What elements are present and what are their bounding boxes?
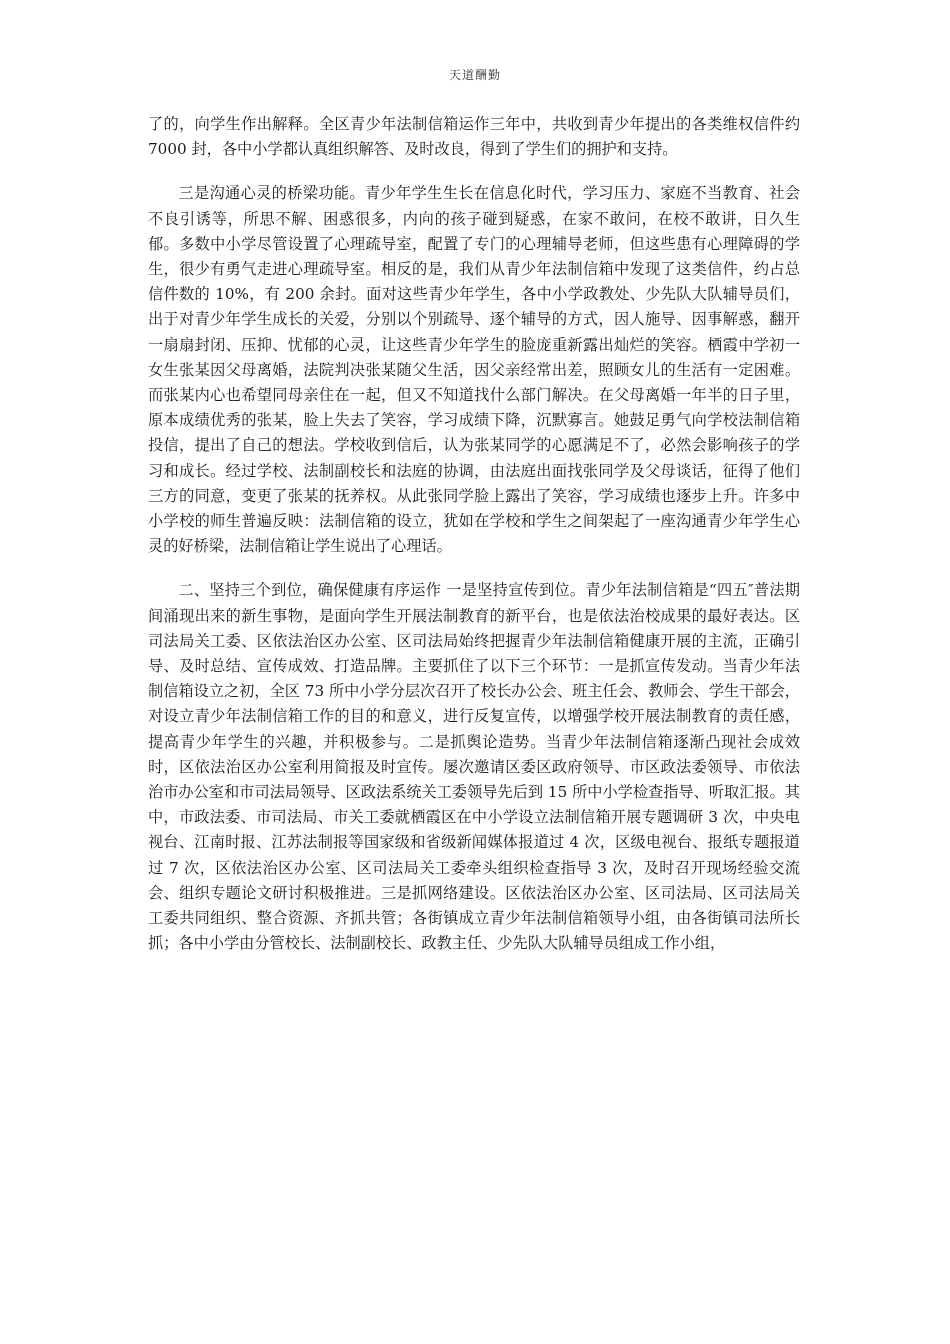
page-header: 天道酬勤 [448, 68, 501, 82]
paragraph-three-in-place: 二、坚持三个到位，确保健康有序运作 一是坚持宣传到位。青少年法制信箱是“四五″普法期间涌现出来的新生事物，是面向学生开展法制教育的新平台，也是依法治校成果的最好表达。区司法局关工委、区依法治区办公室、区司法局始终把握青少年法制信箱健康开展的主流，正确引导、及时总结、宣传成效、打造品牌。主要抓住了以下三个环节：一是抓宣传发动。当青少年法制信箱设立之初，全区 73 所中小学分层次召开了校长办公会、班主任会、教师会、学生干部会，对设立青少年法制信箱工作的目的和意义，进行反复宣传，以增强学校开展法制教育的责任感，提高青少年学生的兴趣，并积极参与。二是抓舆论造势。当青少年法制信箱逐渐凸现社会成效时，区依法治区办公室利用简报及时宣传。屡次邀请区委区政府领导、市区政法委领导、市依法治市办公室和市司法局领导、区政法系统关工委领导先后到 15 所中小学检查指导、听取汇报。其中，市政法委、市司法局、市关工委就栖霞区在中小学设立法制信箱开展专题调研 3 次，中央电视台、江南时报、江苏法制报等国家级和省级新闻媒体报道过 4 次，区级电视台、报纸专题报道过 7 次，区依法治区办公室、区司法局关工委牵头组织检查指导 3 次，及时召开现场经验交流会、组织专题论文研讨积极推进。三是抓网络建设。区依法治区办公室、区司法局、区司法局关工委共同组织、整合资源、齐抓共管；各街镇成立青少年法制信箱领导小组，由各街镇司法所长抓；各中小学由分管校长、法制副校长、政教主任、少先队大队辅导员组成工作小组， [148, 581, 800, 953]
paragraph-bridge-function: 三是沟通心灵的桥梁功能。青少年学生生长在信息化时代，学习压力、家庭不当教育、社会不良引诱等，所思不解、困惑很多，内向的孩子碰到疑惑，在家不敢问，在校不敢讲，日久生郁。多数中小学尽管设置了心理疏导室，配置了专门的心理辅导老师，但这些患有心理障碍的学生，很少有勇气走进心理疏导室。相反的是，我们从青少年法制信箱中发现了这类信件，约占总信件数的 10%，有 200 余封。面对这些青少年学生，各中小学政教处、少先队大队辅导员们，出于对青少年学生成长的关爱，分别以个别疏导、逐个辅导的方式，因人施导、因事解惑，翻开一扇扇封闭、压抑、忧郁的心灵，让这些青少年学生的脸庞重新露出灿烂的笑容。栖霞中学初一女生张某因父母离婚，法院判决张某随父生活，因父亲经常出差，照顾女儿的生活有一定困难。而张某内心也希望同母亲住在一起，但又不知道找什么部门解决。在父母离婚一年半的日子里，原本成绩优秀的张某，脸上失去了笑容，学习成绩下降，沉默寡言。她鼓足勇气向学校法制信箱投信，提出了自己的想法。学校收到信后，认为张某同学的心愿满足不了，必然会影响孩子的学习和成长。经过学校、法制副校长和法庭的协调，由法庭出面找张同学及父母谈话，征得了他们三方的同意，变更了张某的抚养权。从此张同学脸上露出了笑容，学习成绩也逐步上升。许多中小学校的师生普遍反映：法制信箱的设立，犹如在学校和学生之间架起了一座沟通青少年学生心灵的好桥梁，法制信箱让学生说出了心理话。 [148, 184, 800, 556]
paragraph-continuation: 了的，向学生作出解释。全区青少年法制信箱运作三年中，共收到青少年提出的各类维权信件约 7000 封，各中小学都认真组织解答、及时改良，得到了学生们的拥护和支持。 [148, 115, 800, 159]
document-body [148, 112, 800, 976]
